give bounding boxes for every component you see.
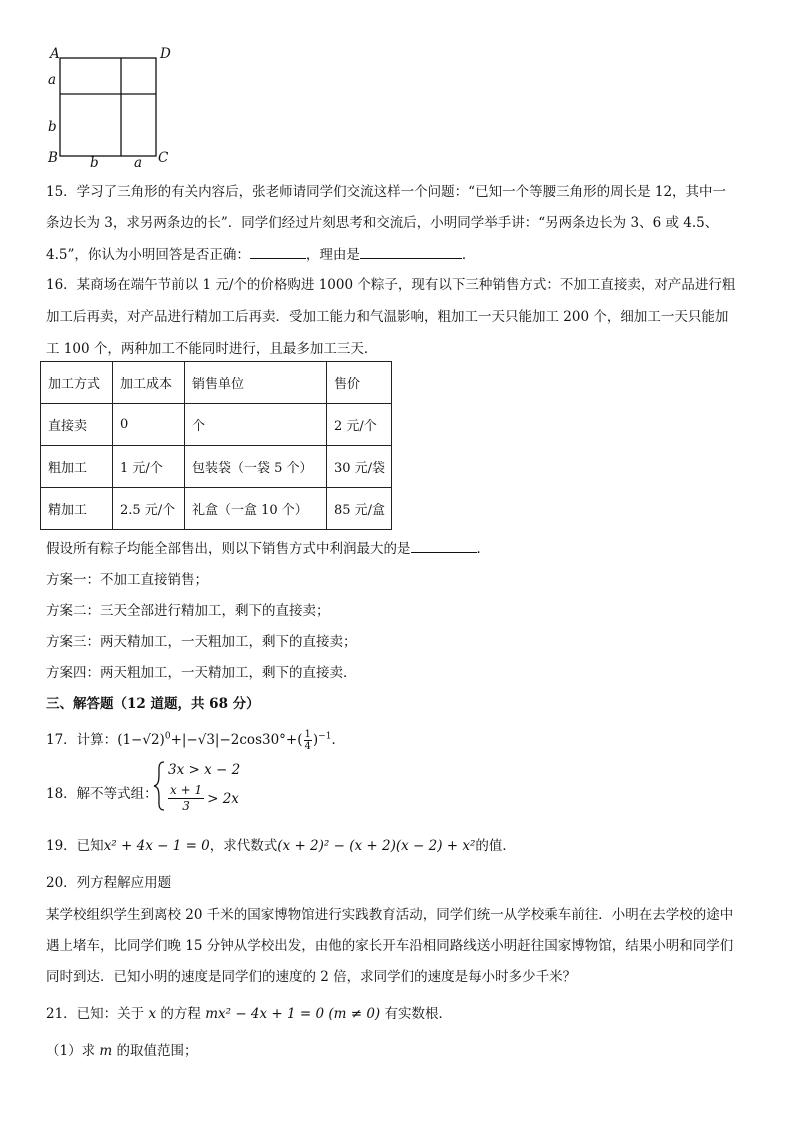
q18-frac-num: x + 1: [170, 783, 203, 797]
q20-title: 20．列方程解应用题: [46, 875, 172, 891]
q17-expr-1: (1−√2): [117, 732, 165, 748]
table-cell: 粗加工: [41, 446, 113, 488]
option-2: 方案二：三天全部进行精加工，剩下的直接卖；: [46, 603, 330, 619]
q18-prefix: 18．解不等式组：: [46, 786, 158, 802]
q20-line3: 同时到达．已知小明的速度是同学们的速度的 2 倍，求同学们的速度是每小时多少千米？: [46, 969, 577, 985]
table-cell: 2 元/个: [327, 404, 392, 446]
q21-text-b: 的方程: [156, 1006, 206, 1022]
sales-table: [40, 361, 392, 530]
section-title: 三、解答题（12 道题，共 68 分）: [46, 696, 260, 712]
q17-exp-neg1: −1: [318, 731, 332, 742]
label-D: D: [160, 46, 171, 62]
label-a-bottom: a: [134, 155, 143, 171]
label-B: B: [48, 150, 58, 166]
q19-expression: (x + 2)² − (x + 2)(x − 2) + x²: [277, 838, 476, 854]
q21-line1: [46, 1002, 452, 1022]
table-header-cell: 加工成本: [113, 362, 185, 404]
q17-end: ．: [331, 732, 345, 748]
q15-line3: [46, 243, 475, 263]
q21-equation: mx² − 4x + 1 = 0 (m ≠ 0): [205, 1006, 381, 1022]
q15-reason-blank[interactable]: [360, 244, 462, 259]
q19-suffix: 的值．: [475, 838, 516, 854]
q19-middle: ，求代数式: [209, 838, 278, 854]
q17-expr-2: +|−√3|−2cos30°+(: [170, 732, 303, 748]
q19-prefix: 19．已知: [46, 838, 104, 854]
q21-part1-m: m: [99, 1043, 113, 1059]
label-A: A: [50, 46, 60, 62]
table-row: [41, 446, 392, 488]
option-1: 方案一：不加工直接销售；: [46, 572, 208, 588]
q17-frac-den: 4: [304, 741, 311, 752]
q18-rhs: > 2x: [207, 790, 239, 807]
table-cell: 1 元/个: [113, 446, 185, 488]
option-3: 方案三：两天精加工，一天粗加工，剩下的直接卖；: [46, 634, 357, 650]
brace-icon: [152, 760, 166, 812]
label-a-left: a: [48, 72, 57, 88]
q16-line2: 加工后再卖，对产品进行精加工后再卖．受加工能力和气温影响，粗加工一天只能加工 200 个，细加工一天只能加: [46, 309, 729, 325]
q17-exp-0: 0: [164, 731, 171, 742]
q17-prefix: 17．计算：: [46, 732, 118, 748]
table-cell: 85 元/盒: [327, 488, 392, 530]
q18-fraction: [168, 783, 204, 814]
table-cell: 直接卖: [41, 404, 113, 446]
table-cell: 礼盒（一盒 10 个）: [185, 488, 327, 530]
table-header-row: [41, 362, 392, 404]
q21-part1: [46, 1039, 198, 1059]
q18-frac-den: 3: [182, 799, 190, 813]
q21-part1-a: （1）求: [46, 1043, 100, 1059]
table-row: [41, 404, 392, 446]
q16-question-text: 假设所有粽子均能全部售出，则以下销售方式中利润最大的是: [46, 541, 411, 557]
table-cell: 30 元/袋: [327, 446, 392, 488]
q17-fraction: [304, 729, 312, 752]
q21-text-a: 21．已知：关于: [46, 1006, 149, 1022]
q17-frac-num: 1: [304, 729, 311, 740]
table-cell: 精加工: [41, 488, 113, 530]
q20-line2: 遇上堵车，比同学们晚 15 分钟从学校出发，由他的家长开车沿相同路线送小明赶往国家博物馆，结果小明和同学们: [46, 938, 734, 954]
q15-line3-text-a: 4.5”，你认为小明回答是否正确：: [46, 247, 250, 263]
q19-condition: x² + 4x − 1 = 0: [103, 838, 210, 854]
q17-expr-3: ): [312, 732, 319, 748]
q20-line1: 某学校组织学生到离校 20 千米的国家博物馆进行实践教育活动，同学们统一从学校乘车前往．小明在去学校的途中: [46, 907, 734, 923]
table-header-cell: 销售单位: [185, 362, 327, 404]
table-cell: 个: [185, 404, 327, 446]
q15-line3-text-c: ．: [461, 247, 476, 263]
q18-ineq1: 3x > x − 2: [168, 762, 241, 778]
q21-part1-b: 的取值范围；: [112, 1043, 198, 1059]
q15-line2: 条边长为 3，求另两条边的长”．同学们经过片刻思考和交流后，小明同学举手讲：“另两条边长为 3、6 或 4.5、: [46, 215, 719, 231]
option-4: 方案四：两天粗加工，一天精加工，剩下的直接卖．: [46, 665, 357, 681]
square-diagram: [44, 46, 176, 170]
q16-question-end: ．: [476, 541, 490, 557]
q16-line3: 工 100 个，两种加工不能同时进行，且最多加工三天．: [46, 341, 378, 357]
table-cell: 0: [113, 404, 185, 446]
q18-ineq2: [168, 783, 239, 814]
label-b-bottom: b: [90, 155, 99, 171]
table-header-cell: 加工方式: [41, 362, 113, 404]
q15-line3-text-b: ，理由是: [305, 247, 360, 263]
q16-question: [46, 537, 490, 557]
q21-text-c: 有实数根．: [380, 1006, 452, 1022]
q15-answer-blank[interactable]: [250, 244, 306, 259]
q21-var-x: x: [148, 1006, 157, 1022]
q15-line1: 15．学习了三角形的有关内容后，张老师请同学们交流这样一个问题：“已知一个等腰三角形的周长是 12，其中一: [46, 184, 727, 200]
table-row: [41, 488, 392, 530]
question-17: [46, 728, 345, 752]
q16-line1: 16．某商场在端午节前以 1 元/个的价格购进 1000 个粽子，现有以下三种销售方式：不加工直接卖，对产品进行粗: [46, 277, 736, 293]
table-cell: 包装袋（一袋 5 个）: [185, 446, 327, 488]
label-C: C: [158, 150, 169, 166]
label-b-left: b: [48, 119, 57, 135]
table-header-cell: 售价: [327, 362, 392, 404]
question-19: [46, 834, 516, 854]
table-cell: 2.5 元/个: [113, 488, 185, 530]
q16-answer-blank[interactable]: [411, 538, 477, 553]
